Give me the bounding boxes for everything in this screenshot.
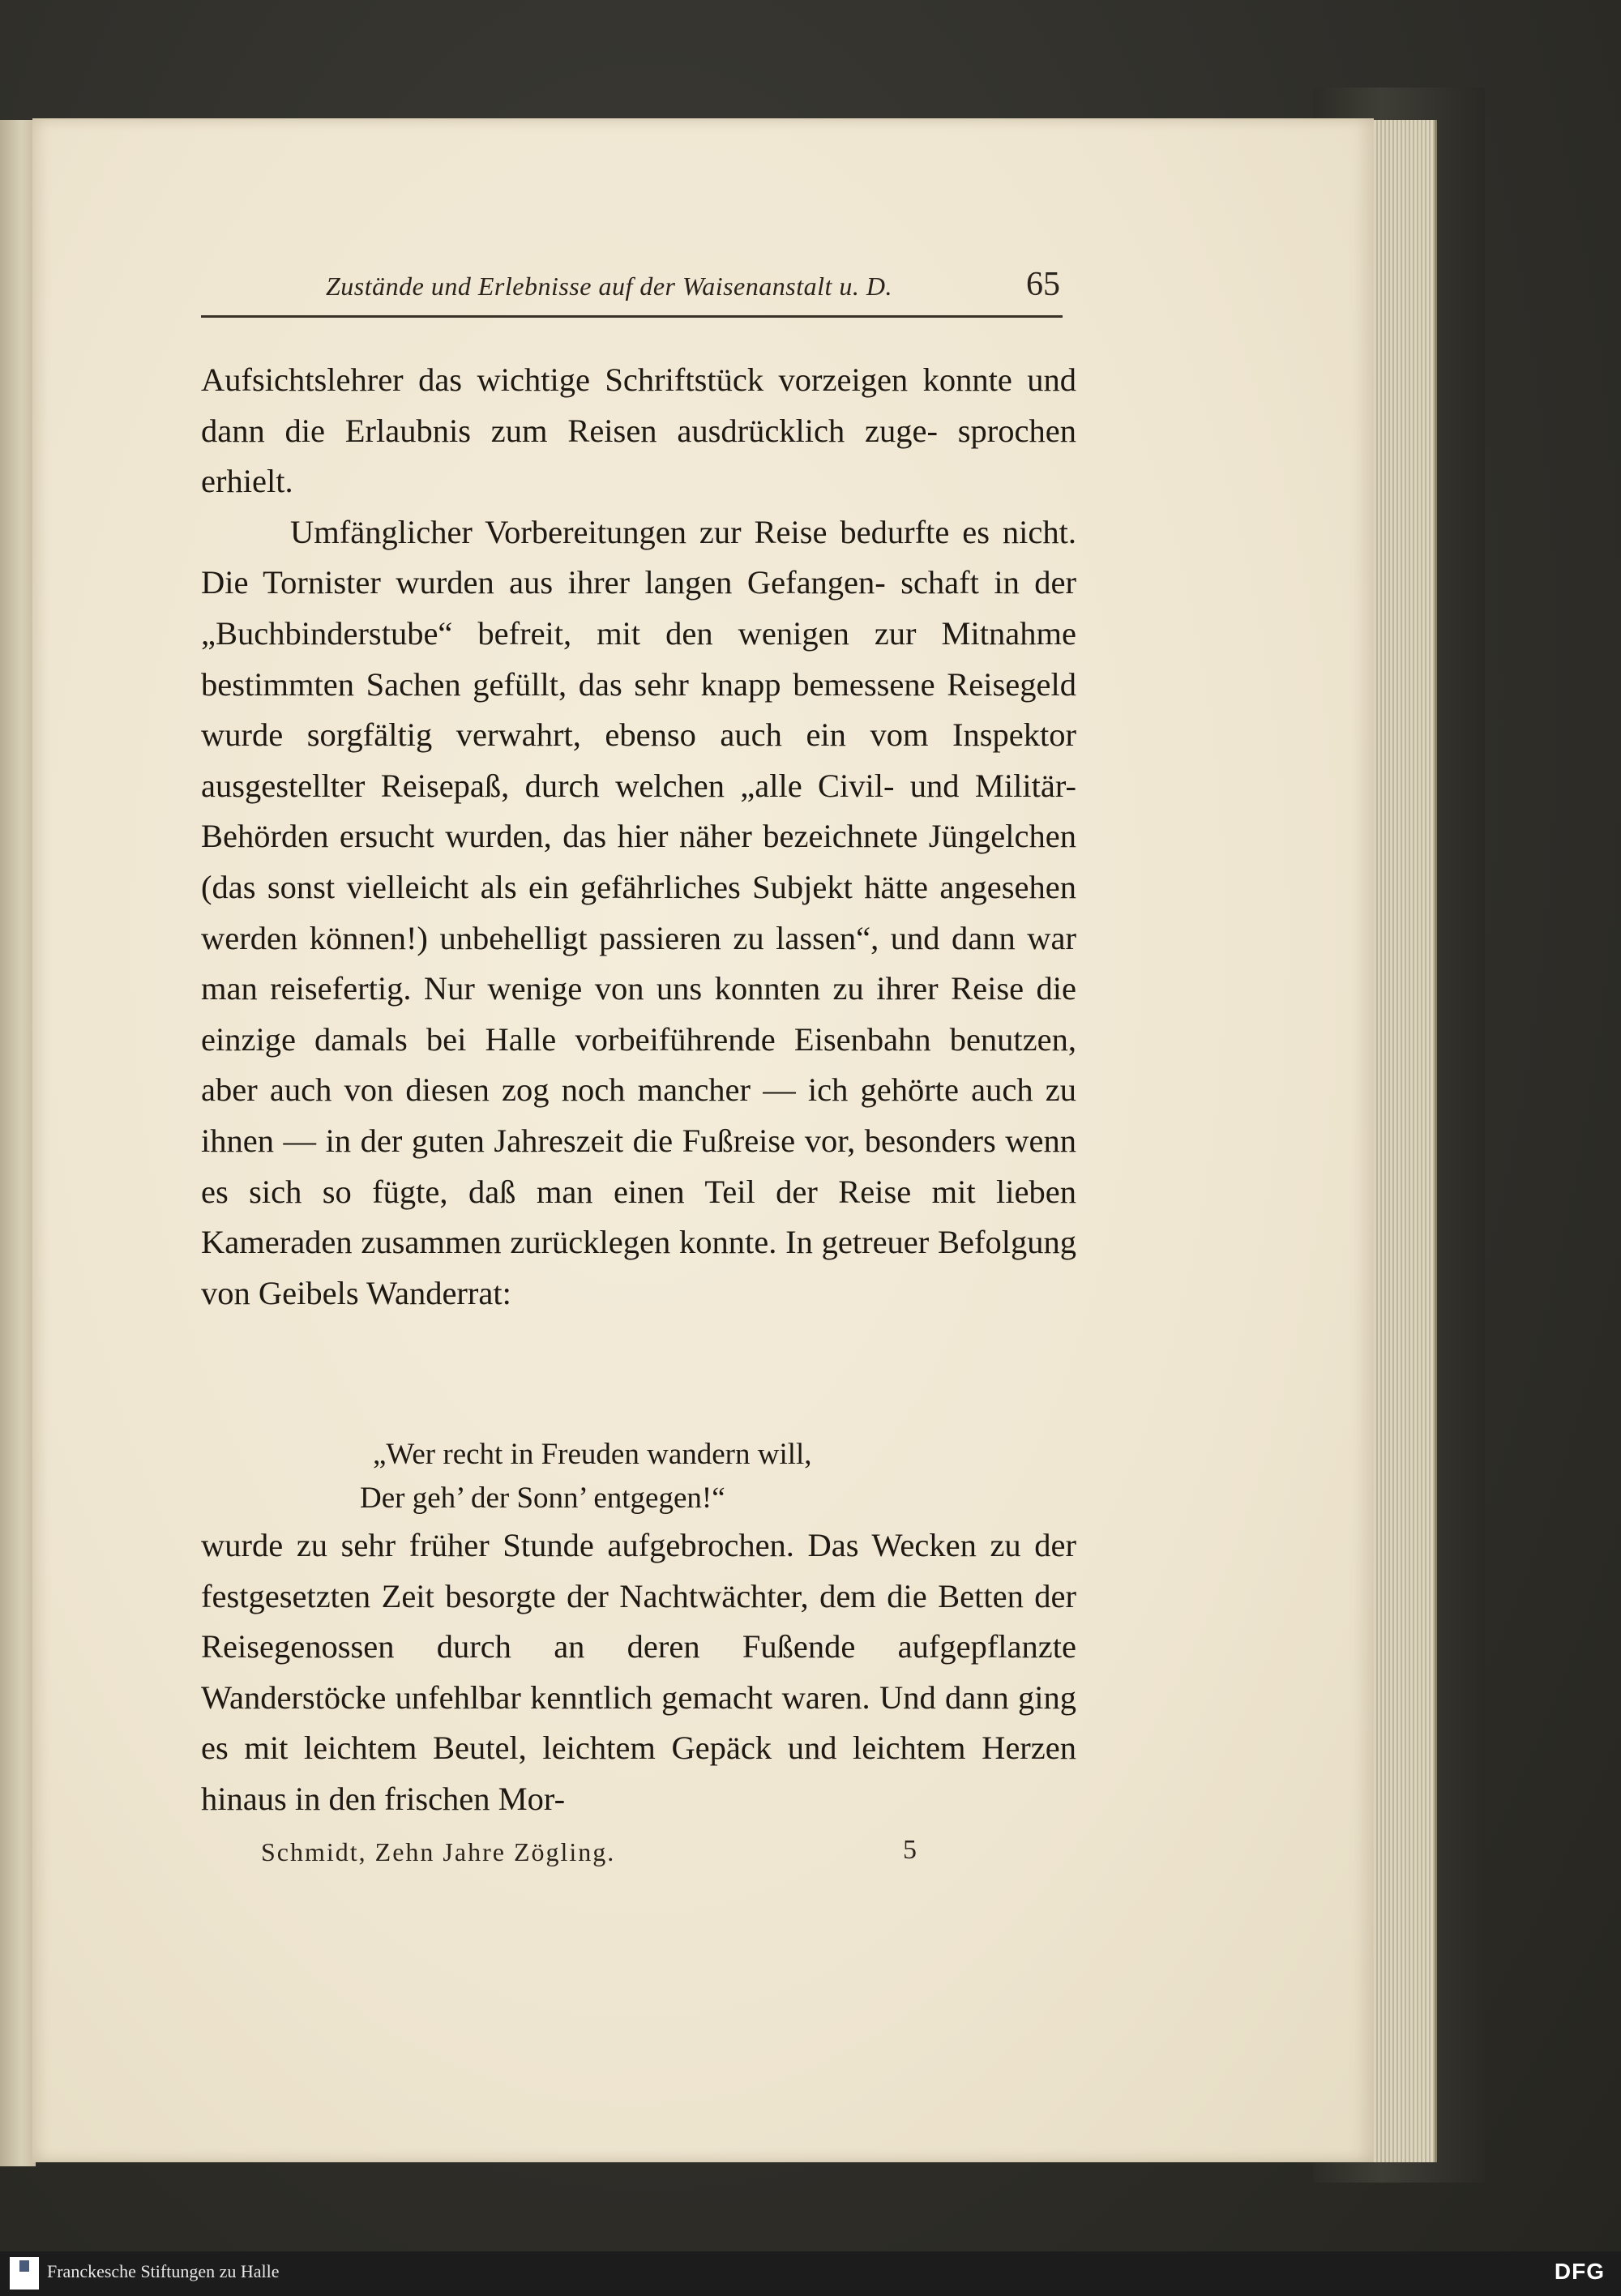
running-head-rule (201, 315, 1063, 318)
page-edge-stack (1370, 120, 1437, 2162)
running-head (201, 265, 1060, 314)
institution-logo-icon (10, 2257, 39, 2290)
body-text-upper (201, 355, 1076, 1319)
paragraph-continuation: Aufsichtslehrer das wichtige Schriftstück vorzeigen konnte und dann die Erlaubnis zum Reisen ausdrücklich zuge- sprochen erhielt. (201, 361, 1076, 500)
verse-line-2: Der geh’ der Sonn’ entgegen!“ (360, 1481, 725, 1515)
institution-label: Franckesche Stiftungen zu Halle (47, 2261, 280, 2281)
signature-line: Schmidt, Zehn Jahre Zögling. (261, 1837, 616, 1866)
verse-line-1: „Wer recht in Freuden wandern will, (373, 1438, 812, 1471)
dfg-logo: DFG (1554, 2259, 1605, 2284)
running-head-title: Zustände und Erlebnisse auf der Waisenanstalt u. D. (326, 272, 892, 301)
paragraph-departure: wurde zu sehr früher Stunde aufgebrochen. Das Wecken zu der festgesetzten Zeit besorgte der Nachtwächter, dem die Betten der Reisegenossen durch an deren Fußende aufgepflanzte Wanderstöcke unfehlbar kenntlich gemacht waren. Und dann ging es mit leichtem Beutel, leichtem Gepäck und leichtem Herzen hinaus in den frischen Mor- (201, 1527, 1076, 1817)
page-number: 65 (1026, 266, 1060, 303)
paragraph-preparations: Umfänglicher Vorbereitungen zur Reise bedurfte es nicht. Die Tornister wurden aus ihrer langen Gefangen- schaft in der „Buchbinderstube“ befreit, mit den wenigen zur Mitnahme bestimmten Sachen gefüllt, das sehr knapp bemessene Reisegeld wurde sorgfältig verwahrt, ebenso auch ein vom Inspektor ausgestellter Reisepaß, durch welchen „alle Civil- und Militär-Behörden ersucht wurden, das hier näher bezeichnete Jüngelchen (das sonst vielleicht als ein gefährliches Subjekt hätte angesehen werden können!) unbehelligt passieren zu lassen“, und dann war man reisefertig. Nur wenige von uns konnten zu ihrer Reise die einzige damals bei Halle vorbeiführende Eisenbahn benutzen, aber auch von diesen zog noch mancher — ich gehörte auch zu ihnen — in der guten Jahreszeit die Fußreise vor, besonders wenn es sich so fügte, daß man einen Teil der Reise mit lieben Kameraden zusammen zurücklegen konnte. In getreuer Befolgung von Geibels Wanderrat: (201, 513, 1076, 1311)
facing-page-edge (0, 120, 36, 2166)
signature-number: 5 (903, 1835, 917, 1865)
body-text-lower (201, 1520, 1076, 1825)
